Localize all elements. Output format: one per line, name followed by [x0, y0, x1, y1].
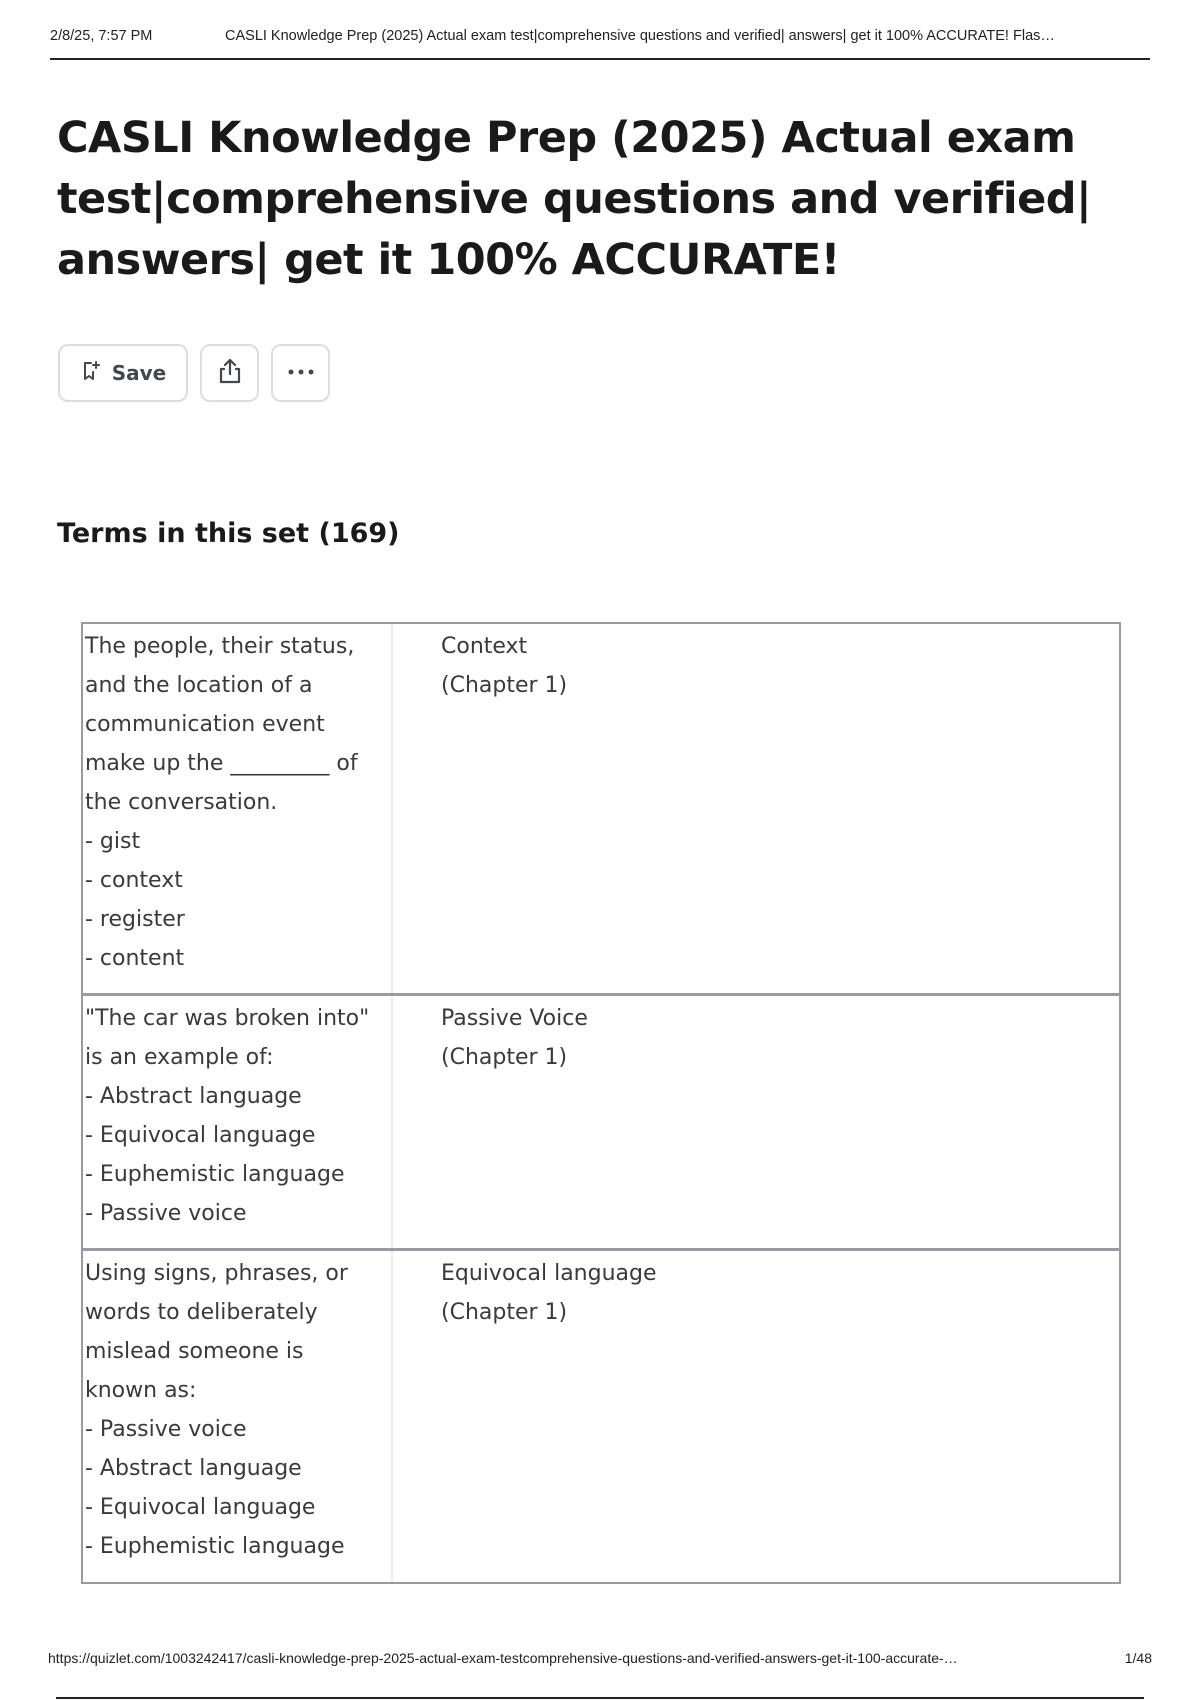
set-title [57, 108, 1092, 291]
set-actions [58, 344, 330, 402]
term-line: - Equivocal language [85, 1495, 316, 1520]
save-button[interactable] [58, 344, 188, 402]
term-text [83, 624, 393, 993]
term-line: Using signs, phrases, or [85, 1261, 348, 1286]
definition-text [393, 1251, 1119, 1582]
print-header [50, 28, 1150, 60]
term-line: and the location of a [85, 673, 313, 698]
term-line: - register [85, 907, 185, 932]
term-line: mislead someone is [85, 1339, 304, 1364]
set-title-line: CASLI Knowledge Prep (2025) Actual exam [57, 113, 1076, 163]
more-button[interactable] [271, 344, 330, 402]
term-line: "The car was broken into" [85, 1006, 370, 1031]
definition-text [393, 624, 1119, 993]
term-line: - Abstract language [85, 1084, 302, 1109]
definition-text [393, 996, 1119, 1248]
definition-line: Equivocal language [441, 1261, 657, 1286]
definition-line: (Chapter 1) [441, 1045, 568, 1070]
definition-line: Passive Voice [441, 1006, 588, 1031]
share-button[interactable] [200, 344, 259, 402]
terms-heading: Terms in this set (169) [57, 518, 400, 549]
term-line: - Passive voice [85, 1201, 247, 1226]
term-line: - gist [85, 829, 141, 854]
term-line: make up the _________ of [85, 751, 358, 776]
term-line: - Euphemistic language [85, 1534, 345, 1559]
definition-line: (Chapter 1) [441, 1300, 568, 1325]
term-text [83, 1251, 393, 1582]
save-label: Save [111, 361, 167, 385]
set-title-line: answers| get it 100% ACCURATE! [57, 235, 840, 285]
term-line: known as: [85, 1378, 197, 1403]
term-text [83, 996, 393, 1248]
term-card [83, 624, 1119, 993]
term-line: - Abstract language [85, 1456, 302, 1481]
term-line: - context [85, 868, 183, 893]
term-line: - Passive voice [85, 1417, 247, 1442]
terms-table [81, 622, 1121, 1584]
footer-divider [56, 1697, 1144, 1699]
term-card [83, 1248, 1119, 1582]
more-horizontal-icon [286, 364, 316, 382]
term-card [83, 993, 1119, 1248]
print-document-title: CASLI Knowledge Prep (2025) Actual exam test|comprehensive questions and verified| answers| get it 100% ACCURATE! Flas… [225, 28, 1055, 44]
page-number: 1/48 [1124, 1650, 1152, 1666]
print-footer [48, 1650, 1152, 1666]
definition-line: (Chapter 1) [441, 673, 568, 698]
print-date: 2/8/25, 7:57 PM [50, 28, 153, 44]
share-icon [215, 356, 245, 391]
term-line: words to deliberately [85, 1300, 318, 1325]
set-title-line: test|comprehensive questions and verified| [57, 174, 1092, 224]
term-line: - Equivocal language [85, 1123, 316, 1148]
term-line: - content [85, 946, 185, 971]
term-line: The people, their status, [85, 634, 355, 659]
bookmark-plus-icon [80, 360, 102, 387]
term-line: - Euphemistic language [85, 1162, 345, 1187]
term-line: is an example of: [85, 1045, 274, 1070]
definition-line: Context [441, 634, 528, 659]
term-line: communication event [85, 712, 325, 737]
term-line: the conversation. [85, 790, 278, 815]
print-url: https://quizlet.com/1003242417/casli-knowledge-prep-2025-actual-exam-testcomprehensive-questions-and-verified-answers-get-it-100-accurate-… [48, 1650, 958, 1666]
